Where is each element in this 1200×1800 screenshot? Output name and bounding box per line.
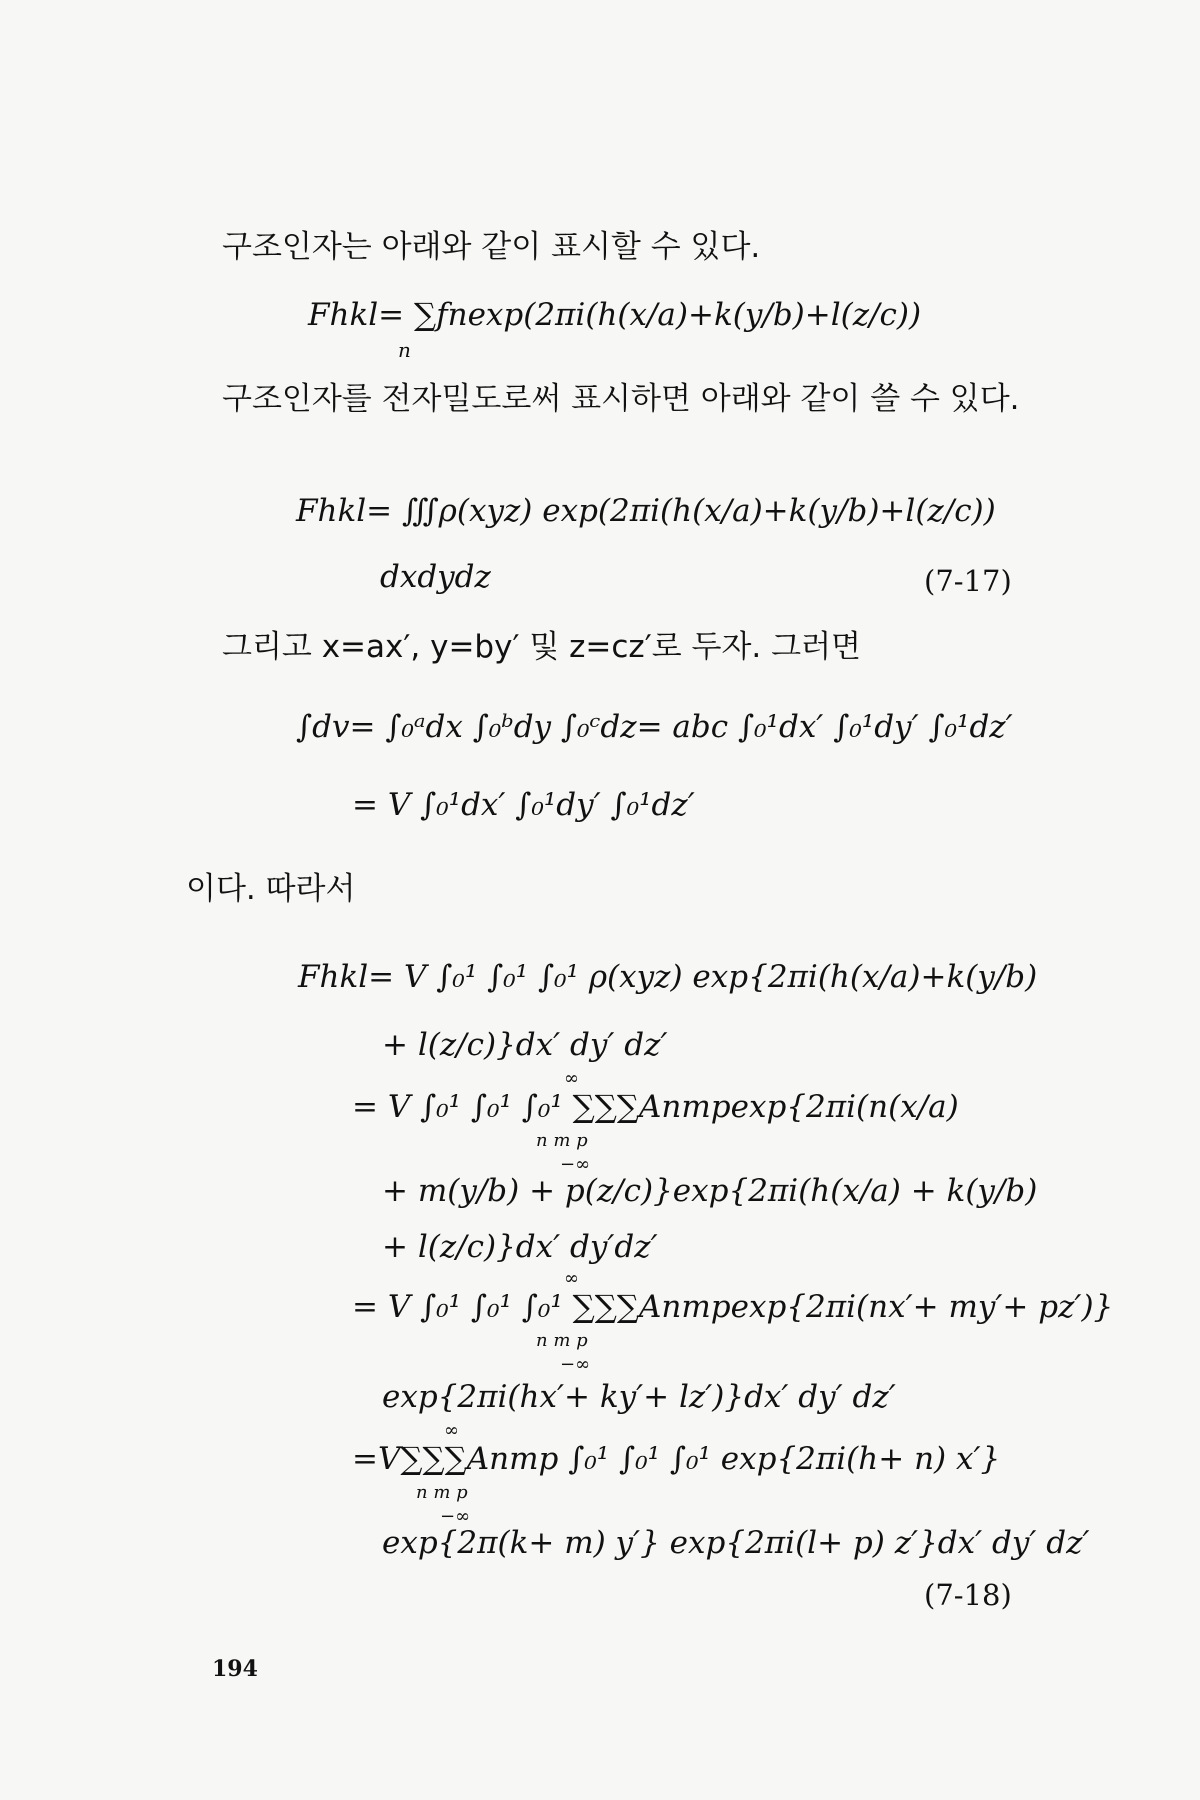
sum-index: n m p [536, 1130, 588, 1151]
equation-line: + l(z/c)}dx′ dy′ dz′ [382, 1027, 668, 1063]
sum-upper-limit: ∞ [564, 1268, 579, 1289]
equation-line: = V ∫₀¹ ∫₀¹ ∫₀¹ ∑∑∑Anmpexp{2πi(nx′+ my′+ pz′)} [352, 1289, 1114, 1325]
equation-line: exp{2π(k+ m) y′} exp{2πi(l+ p) z′}dx′ dy′ dz′ [382, 1525, 1090, 1561]
equation-line: exp{2πi(hx′+ ky′+ lz′)}dx′ dy′ dz′ [382, 1379, 896, 1415]
sum-upper-limit: ∞ [564, 1068, 579, 1089]
text-paragraph: 이다. 따라서 [186, 871, 356, 907]
sum-index: n m p [416, 1482, 468, 1503]
equation-continuation: = V ∫₀¹dx′ ∫₀¹dy′ ∫₀¹dz′ [352, 787, 695, 823]
sum-index: n [398, 338, 411, 362]
equation-structure-factor: Fhkl= ∑fnexp(2πi(h(x/a)+k(y/b)+l(z/c)) [308, 297, 922, 333]
sum-upper-limit: ∞ [444, 1420, 459, 1441]
equation-line: Fhkl= V ∫₀¹ ∫₀¹ ∫₀¹ ρ(xyz) exp{2πi(h(x/a)+k(y/b) [298, 959, 1038, 995]
equation-line: = V ∫₀¹ ∫₀¹ ∫₀¹ ∑∑∑Anmpexp{2πi(n(x/a) [352, 1089, 959, 1125]
equation-number: (7-18) [924, 1578, 1012, 1612]
sum-index: n m p [536, 1330, 588, 1351]
text-paragraph: 구조인자는 아래와 같이 표시할 수 있다. [222, 229, 761, 265]
equation-electron-density: Fhkl= ∭ρ(xyz) exp(2πi(h(x/a)+k(y/b)+l(z/c)) [296, 493, 996, 529]
page-number: 194 [212, 1656, 258, 1682]
equation-line: =V∑∑∑Anmp ∫₀¹ ∫₀¹ ∫₀¹ exp{2πi(h+ n) x′} [352, 1441, 1001, 1477]
text-paragraph: 그리고 x=ax′, y=by′ 및 z=cz′로 두자. 그러면 [222, 629, 861, 665]
text-paragraph: 구조인자를 전자밀도로써 표시하면 아래와 같이 쓸 수 있다. [222, 381, 1020, 417]
equation-volume-integral: ∫dv= ∫₀ᵃdx ∫₀ᵇdy ∫₀ᶜdz= abc ∫₀¹dx′ ∫₀¹dy′ ∫₀¹dz′ [296, 709, 1013, 745]
sum-lower-limit: −∞ [560, 1154, 591, 1175]
sum-lower-limit: −∞ [440, 1506, 471, 1527]
equation-line: + l(z/c)}dx′ dy′dz′ [382, 1229, 658, 1265]
equation-number: (7-17) [924, 564, 1012, 598]
sum-lower-limit: −∞ [560, 1354, 591, 1375]
equation-continuation: dxdydz [380, 559, 491, 595]
equation-line: + m(y/b) + p(z/c)}exp{2πi(h(x/a) + k(y/b) [382, 1173, 1038, 1209]
